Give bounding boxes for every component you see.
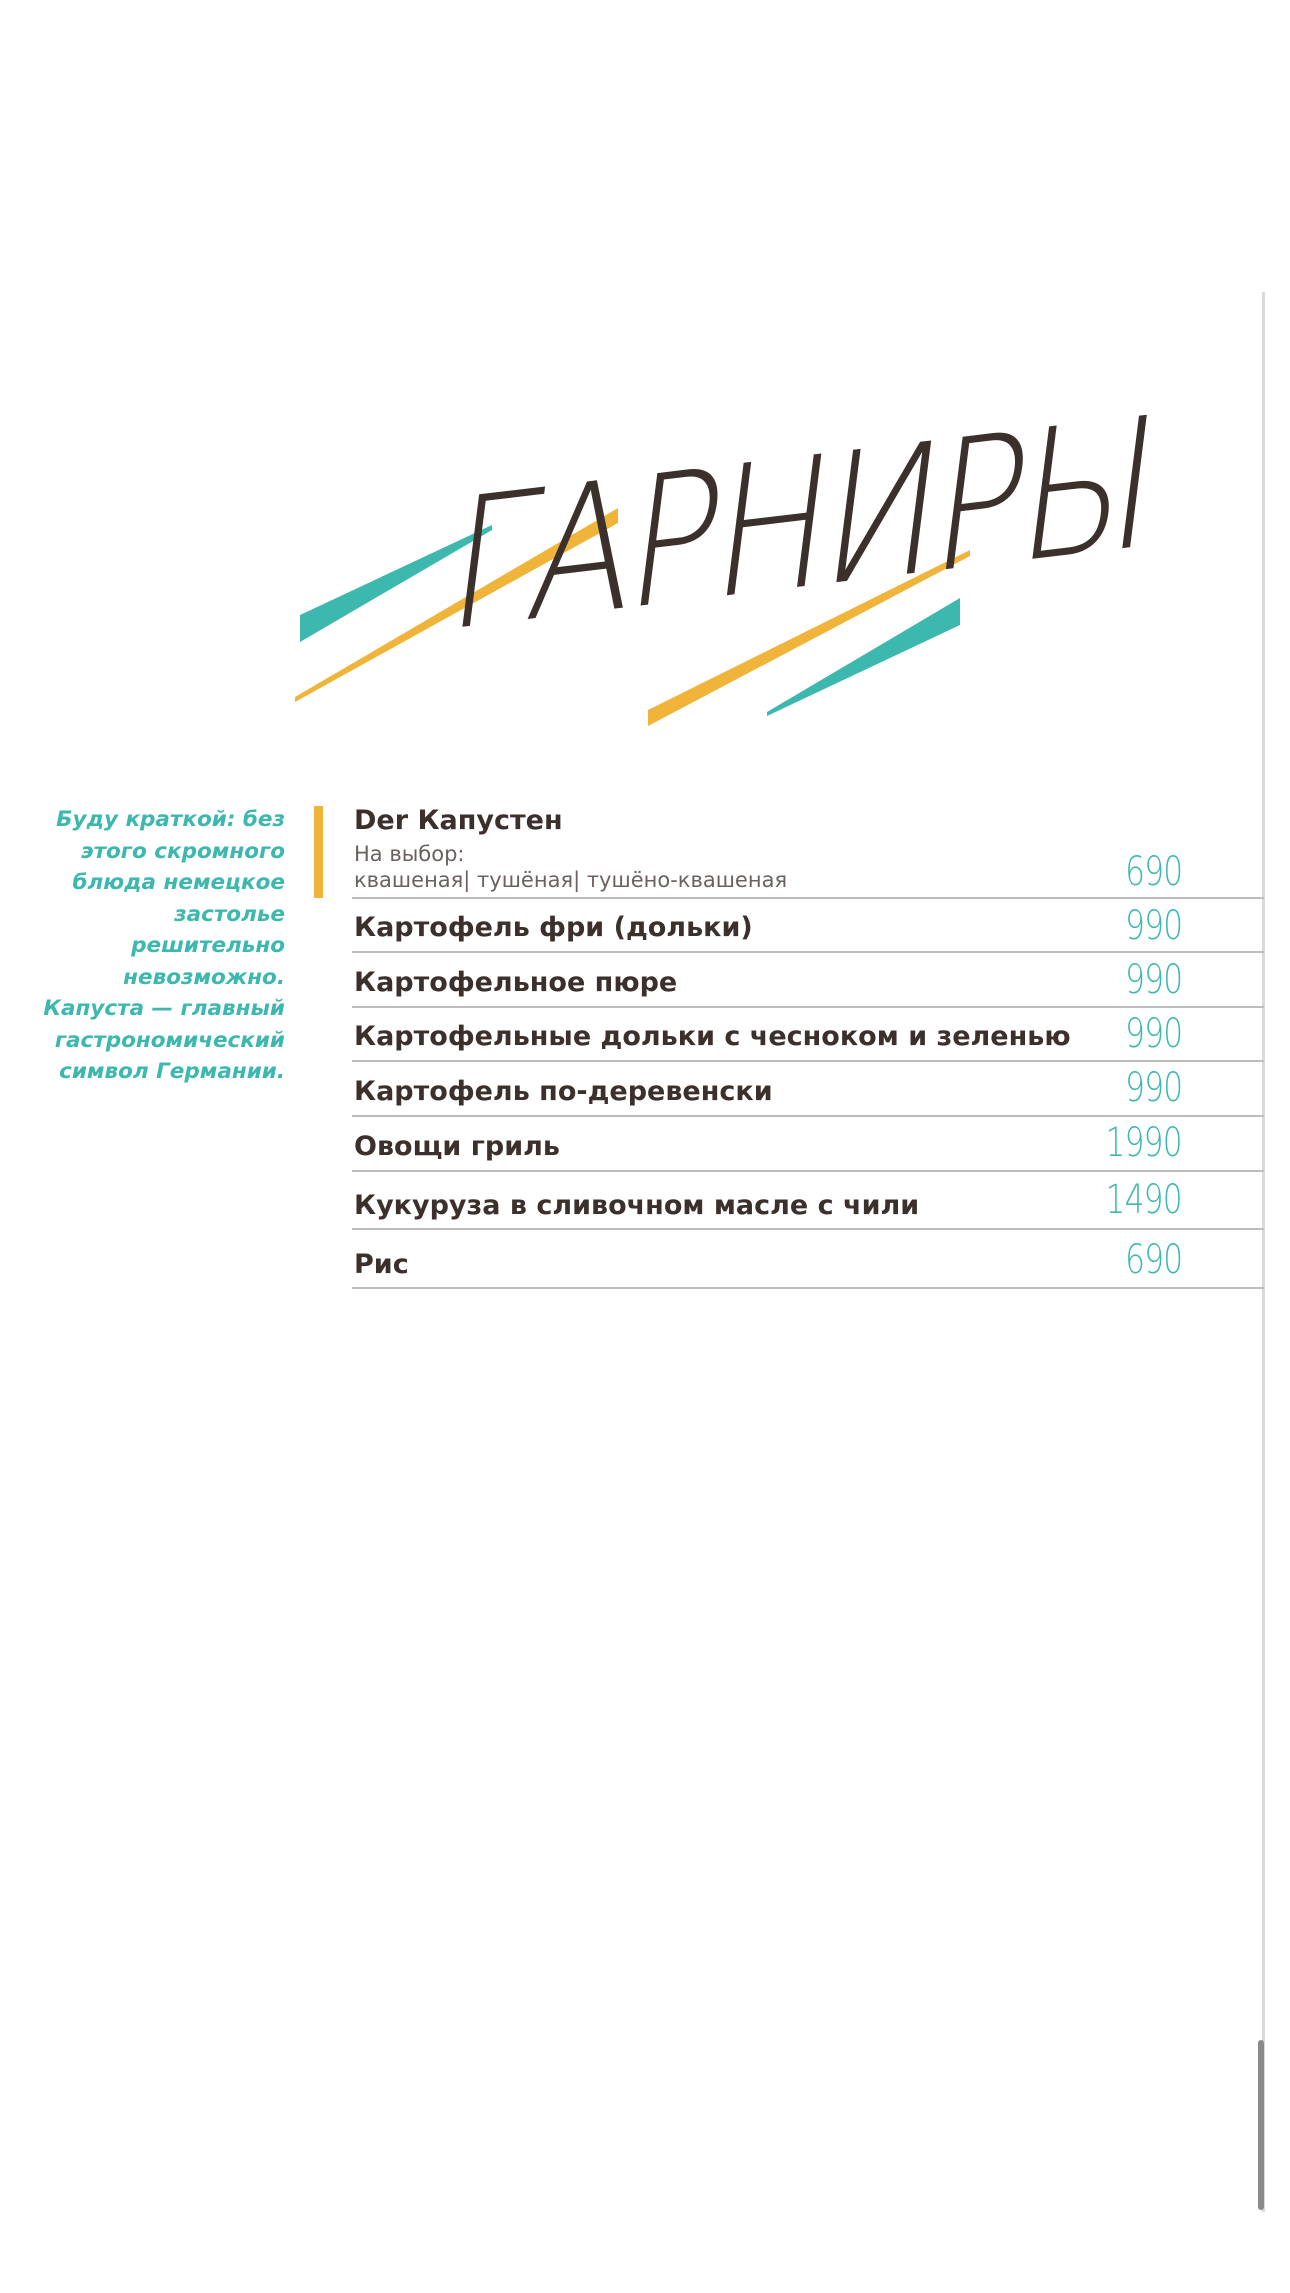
menu-item-option-label: На выбор: xyxy=(354,842,465,866)
menu-item[interactable] xyxy=(352,800,1264,899)
menu-item-name: Картофельное пюре xyxy=(354,967,678,998)
menu-item-price: 990 xyxy=(1124,903,1182,949)
menu-item-price: 690 xyxy=(1124,1237,1182,1283)
menu-item[interactable] xyxy=(352,953,1264,1008)
section-title: ГАРНИРЫ xyxy=(438,378,1164,673)
menu-item[interactable] xyxy=(352,1008,1264,1062)
menu-item[interactable] xyxy=(352,1230,1264,1289)
top-blank-area xyxy=(0,0,1290,290)
scrollbar-thumb[interactable] xyxy=(1258,2040,1264,2210)
menu-item-name: Der Капустен xyxy=(354,805,563,836)
menu-item-name: Рис xyxy=(354,1249,409,1280)
menu-item[interactable] xyxy=(352,1062,1264,1117)
menu-item-name: Овощи гриль xyxy=(354,1131,560,1162)
menu-item-options: квашеная| тушёная| тушёно-квашеная xyxy=(354,868,788,892)
accent-bar xyxy=(314,806,323,898)
menu-list xyxy=(352,800,1264,1289)
menu-item-name: Картофель фри (дольки) xyxy=(354,912,753,943)
menu-item-price: 1490 xyxy=(1105,1177,1182,1223)
menu-item-name: Картофель по-деревенски xyxy=(354,1076,773,1107)
side-quote: Буду краткой: без этого скромного блюда немецкое застолье решительно невозможно. Капуста — главный гастрономический символ Германии. xyxy=(43,807,285,1084)
menu-item-price: 990 xyxy=(1124,957,1182,1003)
menu-item-price: 990 xyxy=(1124,1011,1182,1057)
menu-item[interactable] xyxy=(352,1117,1264,1172)
menu-item[interactable] xyxy=(352,1172,1264,1230)
menu-item-price: 990 xyxy=(1124,1065,1182,1111)
scrollbar[interactable] xyxy=(1258,2040,1266,2210)
menu-item-price: 690 xyxy=(1124,849,1182,895)
menu-item-name: Кукуруза в сливочном масле с чили xyxy=(354,1190,920,1221)
menu-item-name: Картофельные дольки с чесноком и зеленью xyxy=(354,1021,1071,1052)
menu-item-price: 1990 xyxy=(1105,1120,1182,1166)
menu-item[interactable] xyxy=(352,899,1264,953)
